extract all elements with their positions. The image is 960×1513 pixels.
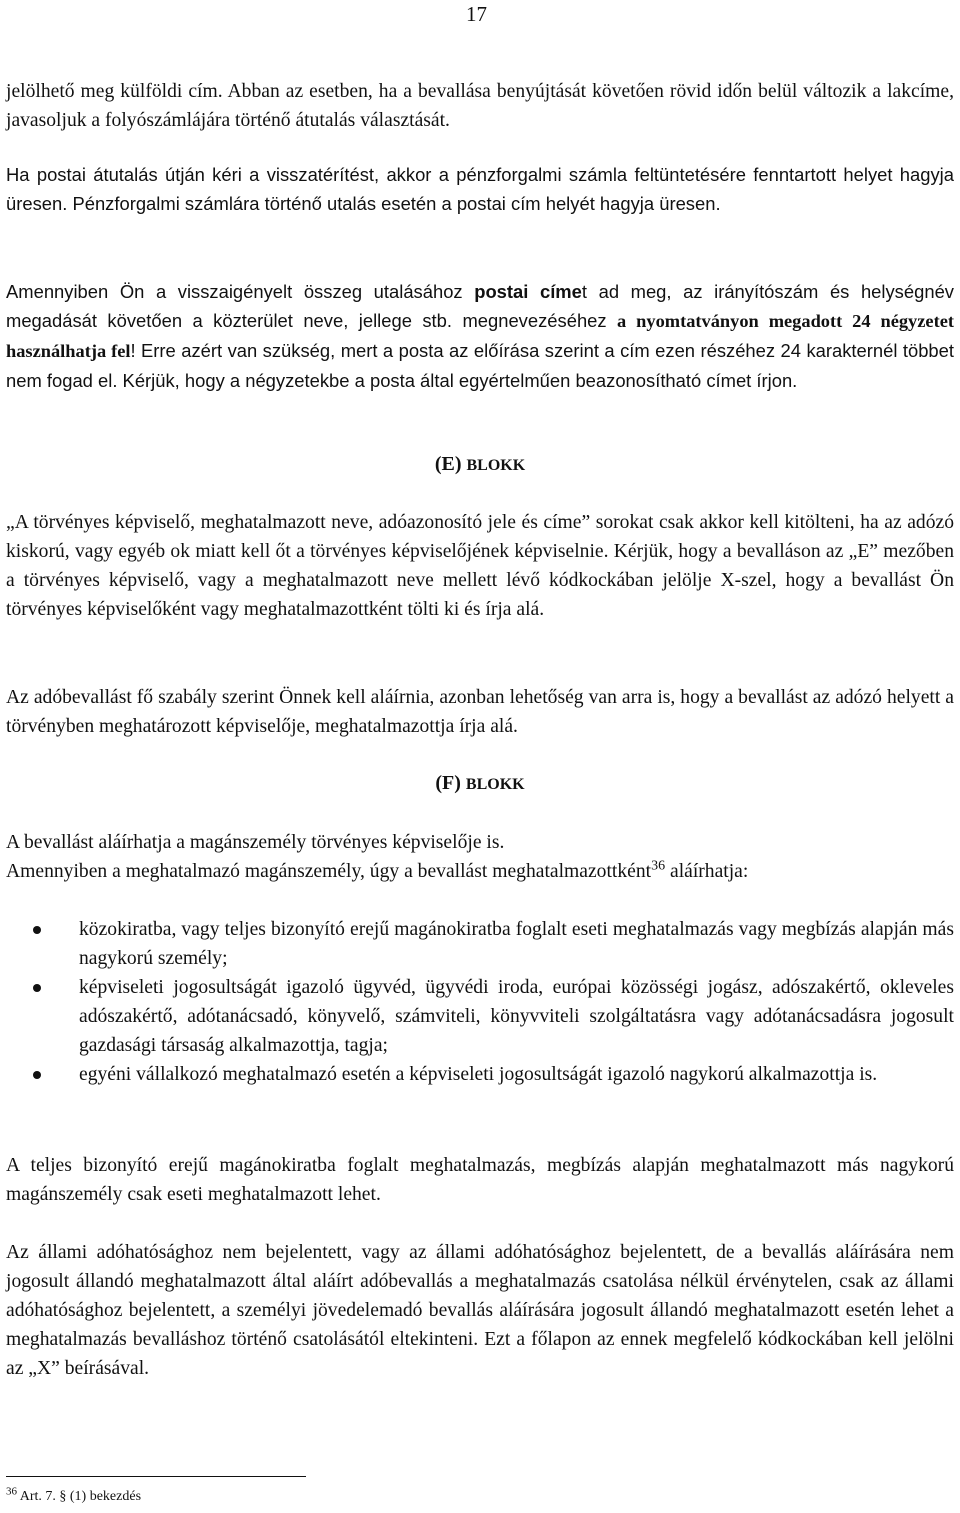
list-item: közokiratba, vagy teljes bizonyító erejű magánokiratba foglalt eseti meghatalmazás vagy megbízás alapján más nagykorú személy; (6, 915, 954, 973)
bullet-icon (33, 1071, 41, 1079)
paragraph-private-document: A teljes bizonyító erejű magánokiratba foglalt meghatalmazás, megbízás alapján meghatalmazott más nagykorú magánszemély csak eseti meghatalmazott lehet. (6, 1155, 954, 1205)
bold-postal-address: postai címe (474, 281, 582, 302)
paragraph-authorization-attachment: Az állami adóhatósághoz nem bejelentett, vagy az állami adóhatósághoz bejelentett, de a bevallás aláírására nem jogosult állandó meghatalmazott által aláírt adóbevallás a meghatalmazás csatolása nélkül érvénytelen, csak az állami adóhatósághoz bejelentett, a személyi jövedelemadó bevallás aláírására jogosult állandó meghatalmazott esetén lehet a meghatalmazás bevalláshoz történő csatolásától eltekinteni. Ezt a főlapon az ennek megfelelő kódkockában kell jelölni az „X” beírásával. (6, 1242, 954, 1379)
footnote-ref: 36 (651, 858, 666, 874)
footnote: $^{36}$ Art. 7. § (1) bekezdés (6, 1485, 142, 1504)
paragraph-address-change: jelölhető meg külföldi cím. Abban az esetben, ha a bevallása benyújtását követően rövid időn belül változik a lakcíme, javasoljuk a folyószámlájára történő átutalás választását. (6, 81, 954, 131)
authorized-list (6, 915, 954, 1089)
bold-24-squares: a nyomtatványon megadott 24 négyzetet használhatja fel (6, 311, 954, 361)
bullet-icon (33, 984, 41, 992)
heading-e-blokk: (E) BLOKK (434, 453, 526, 475)
list-item: képviseleti jogosultságát igazoló ügyvéd, ügyvédi iroda, európai közösségi jogász, adószakértő, okleveles adószakértő, adótanácsadó, könyvelő, számviteli, könyvviteli szolgáltatásra vagy adótanácsadásra jogosult gazdasági társaság alkalmazottja, tagja; (6, 973, 954, 1060)
paragraph-signing: Az adóbevallást fő szabály szerint Önnek kell aláírnia, azonban lehetőség van arra is, hogy a bevallást az adózó helyett a törvényben meghatározott képviselője, meghatalmazottja írja alá. (6, 687, 954, 737)
paragraph-legal-rep-sign: A bevallást aláírhatja a magánszemély törvényes képviselője is. (6, 832, 505, 853)
paragraph-postal-transfer: Ha postai átutalás útján kéri a visszatérítést, akkor a pénzforgalmi számla feltüntetésére fenntartott helyet hagyja üresen. Pénzforgalmi számlára történő utalás esetén a postai cím helyét hagyja üresen. (6, 164, 954, 214)
footnote-separator (6, 1476, 306, 1477)
paragraph-legal-representative: „A törvényes képviselő, meghatalmazott neve, adóazonosító jele és címe” sorokat csak akkor kell kitölteni, ha az adózó kiskorú, vagy egyéb ok miatt kell őt a törvényes képviselőjének képviselnie. Kérjük, hogy a bevalláson az „E” mezőben a törvényes képviselő, vagy a meghatalmazott neve mellett lévő kódkockában jelölje X-szel, hogy a bevallást Ön törvényes képviselőként vagy meghatalmazottként tölti ki és írja alá. (6, 512, 954, 620)
list-item: egyéni vállalkozó meghatalmazó esetén a képviseleti jogosultságát igazoló nagykorú alkalmazottja is. (6, 1060, 954, 1089)
page-number: 17 (466, 2, 487, 26)
paragraph-postal-address: Amennyiben Ön a visszaigényelt összeg utalásához postai címet ad meg, az irányítószám és helységnév megadását követően a közterület neve, jellege stb. megnevezéséhez a nyomtatványon megadott 24 négyzetet használhatja fel! Erre azért van szükség, mert a posta az előírása szerint a cím ezen részéhez 24 karakternél többet nem fogad el. Kérjük, hogy a négyzetekbe a posta által egyértelműen beazonosítható címet írjon. (6, 281, 954, 391)
bullet-icon (33, 926, 41, 934)
heading-f-blokk: (F) BLOKK (435, 772, 525, 794)
paragraph-authorized-sign: Amennyiben a meghatalmazó magánszemély, úgy a bevallást meghatalmazottként$^{36}$ aláírhatja: (6, 858, 749, 882)
